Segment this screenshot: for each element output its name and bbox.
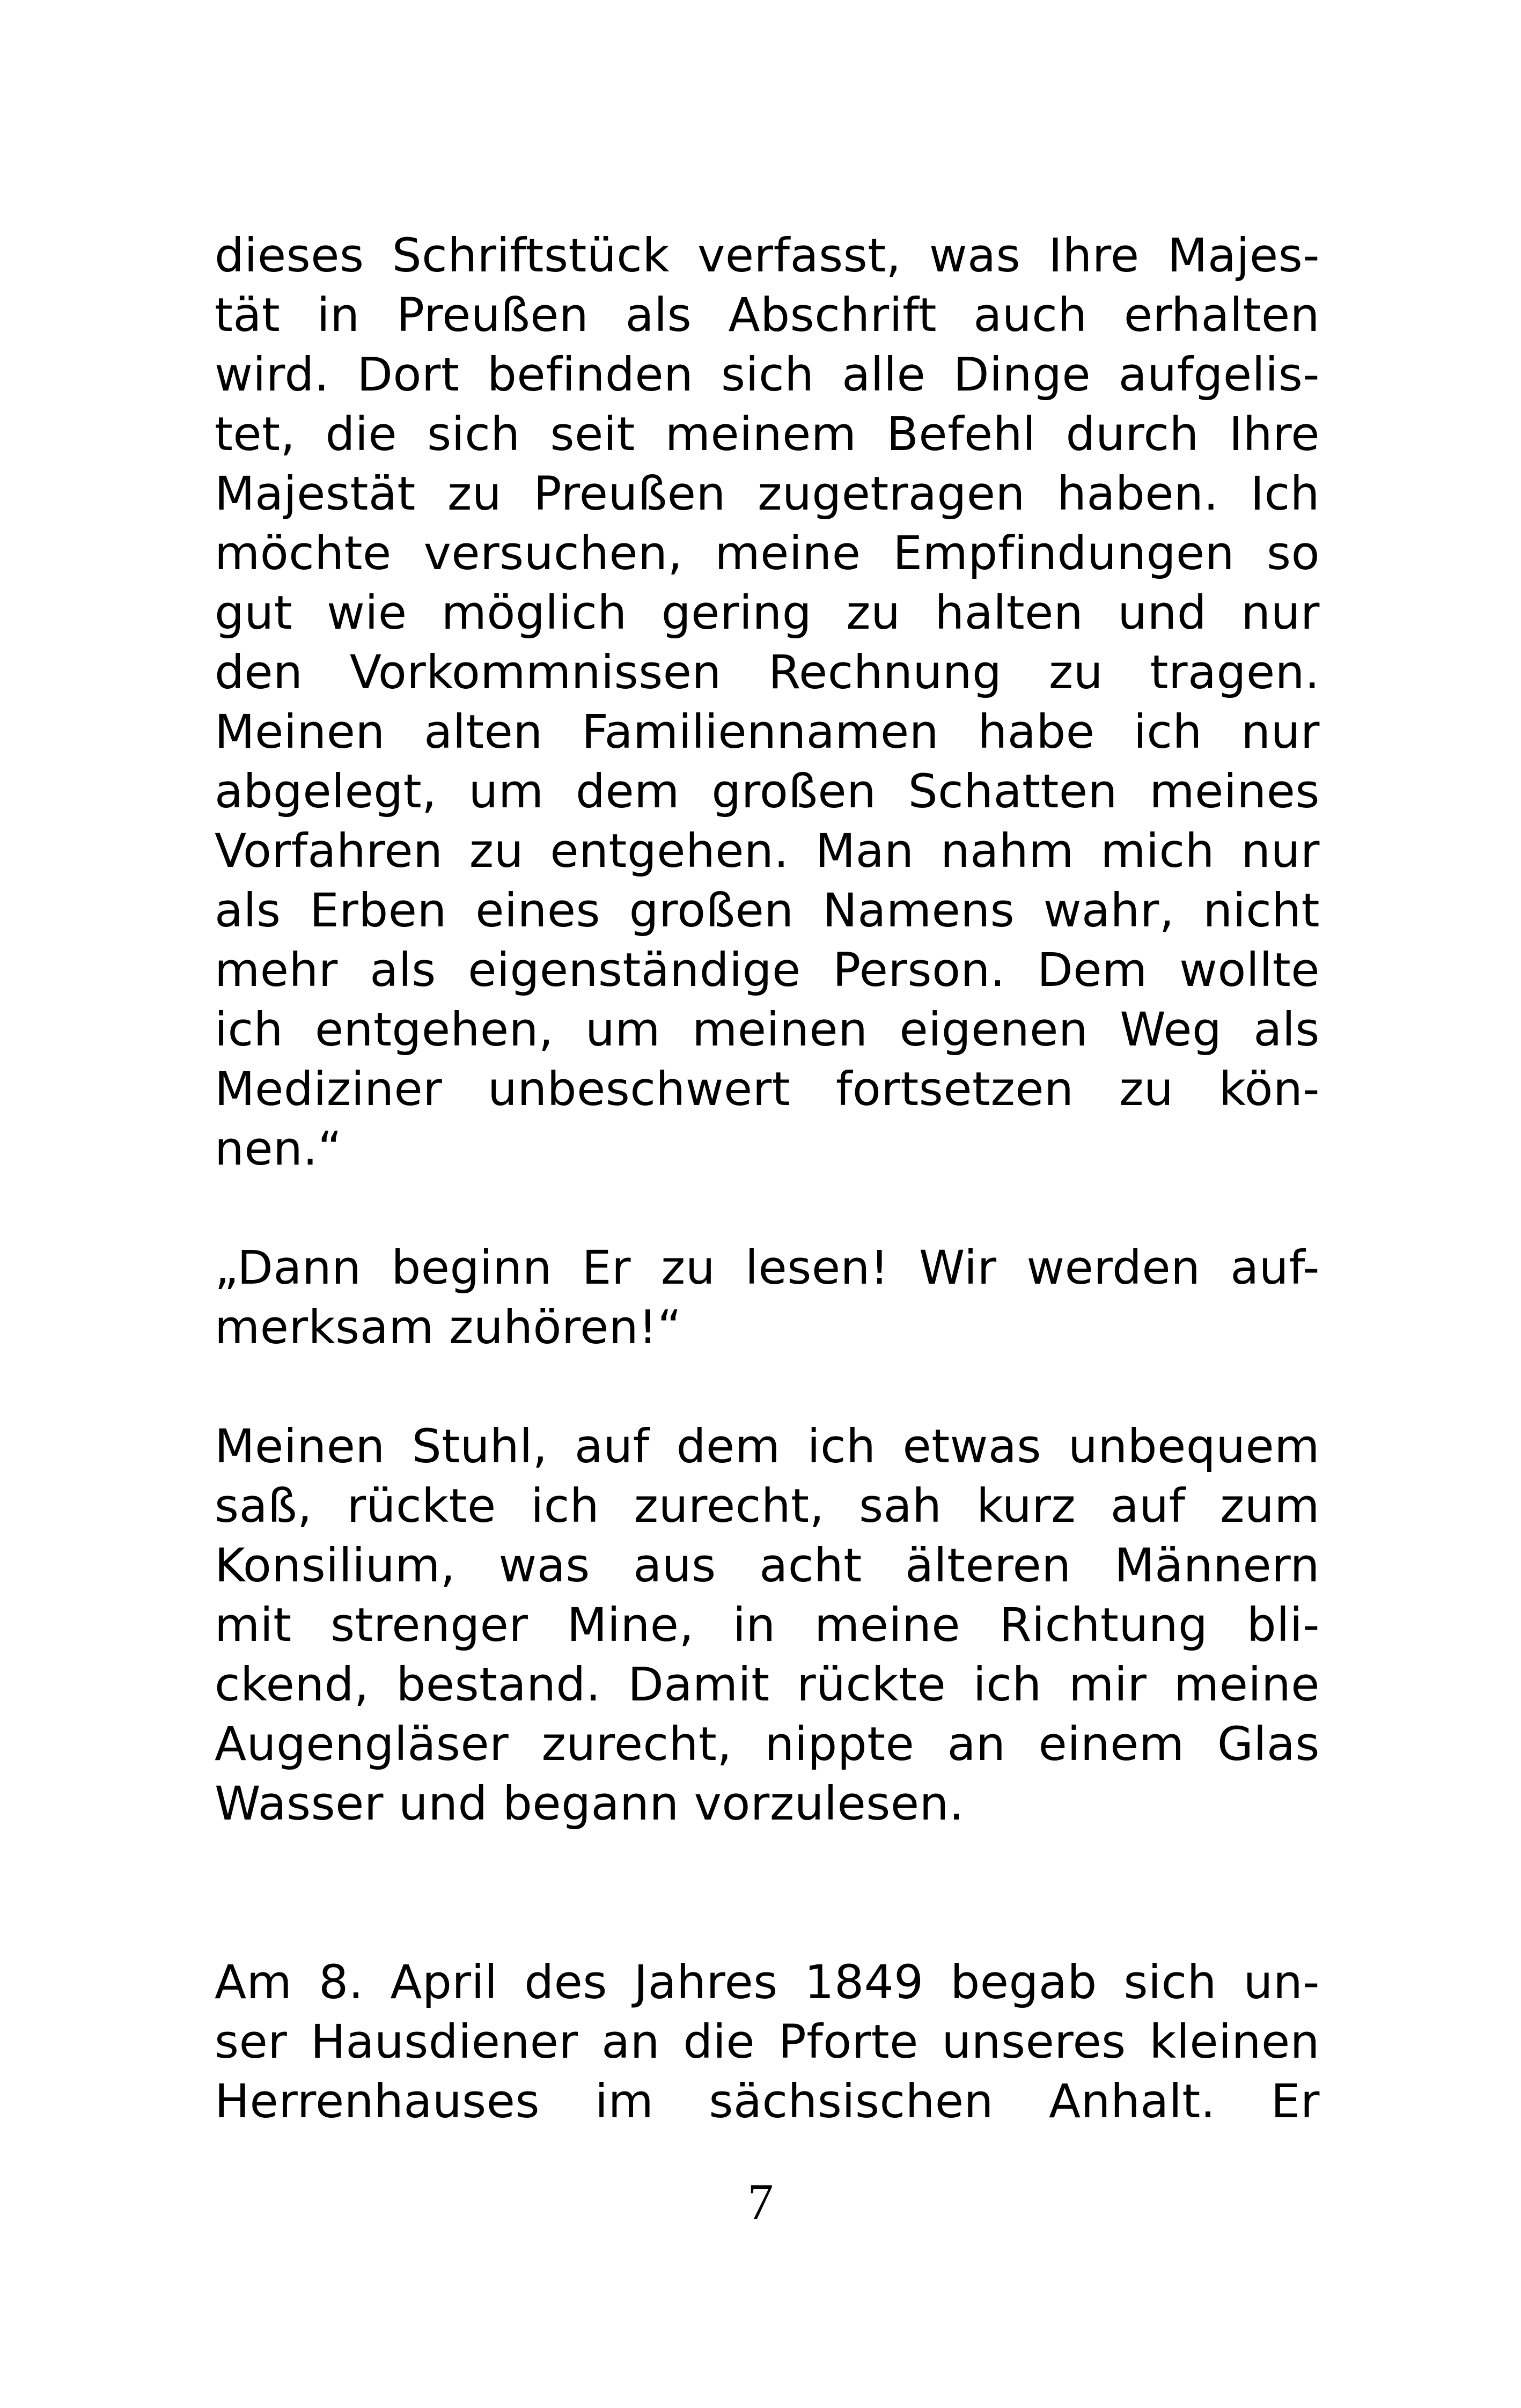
text-line: gut wie möglich gering zu halten und nur [215,586,1320,640]
text-line: Herrenhauses im sächsischen Anhalt. Er [215,2075,1320,2129]
text-line: den Vorkommnissen Rechnung zu tragen. [215,646,1320,699]
text-line: Meinen alten Familiennamen habe ich nur [215,705,1320,759]
text-line: möchte versuchen, meine Empfindungen so [215,527,1320,580]
text-line: tät in Preußen als Abschrift auch erhalten [215,289,1320,342]
text-line: Meinen Stuhl, auf dem ich etwas unbequem [215,1420,1320,1474]
text-line: „Dann beginn Er zu lesen! Wir werden auf- [215,1241,1320,1295]
text-line: als Erben eines großen Namens wahr, nicht [215,884,1320,938]
paragraph-spacer [215,1358,1320,1417]
paragraph-3 [215,1417,1320,1834]
body-text [215,226,1320,2132]
text-line: Vorfahren zu entgehen. Man nahm mich nur [215,824,1320,878]
paragraph-4 [215,1953,1320,2132]
paragraph-1 [215,226,1320,1179]
text-line: Wasser und begann vorzulesen. [215,1777,964,1831]
text-line: tet, die sich seit meinem Befehl durch Ihre [215,408,1320,461]
text-line: mit strenger Mine, in meine Richtung bli- [215,1599,1320,1652]
text-line: Am 8. April des Jahres 1849 begab sich un- [215,1956,1320,2009]
text-line: Augengläser zurecht, nippte an einem Glas [215,1718,1320,1771]
text-line: ich entgehen, um meinen eigenen Weg als [215,1003,1320,1057]
paragraph-spacer [215,1179,1320,1239]
text-line: wird. Dort befinden sich alle Dinge aufgelis- [215,348,1320,402]
text-line: saß, rückte ich zurecht, sah kurz auf zum [215,1479,1320,1533]
section-spacer [215,1834,1320,1953]
text-line: mehr als eigenständige Person. Dem wollte [215,944,1320,997]
paragraph-2 [215,1239,1320,1358]
text-line: ckend, bestand. Damit rückte ich mir meine [215,1658,1320,1712]
text-line: dieses Schriftstück verfasst, was Ihre Majes- [215,229,1320,283]
text-line: merksam zuhören!“ [215,1301,682,1354]
text-line: Konsilium, was aus acht älteren Männern [215,1539,1320,1593]
text-line: Majestät zu Preußen zugetragen haben. Ich [215,467,1320,521]
text-line: ser Hausdiener an die Pforte unseres kleinen [215,2015,1320,2069]
page-number: 7 [747,2173,774,2230]
text-line: nen.“ [215,1122,342,1176]
text-line: Mediziner unbeschwert fortsetzen zu kön- [215,1063,1320,1116]
text-line: abgelegt, um dem großen Schatten meines [215,765,1320,819]
